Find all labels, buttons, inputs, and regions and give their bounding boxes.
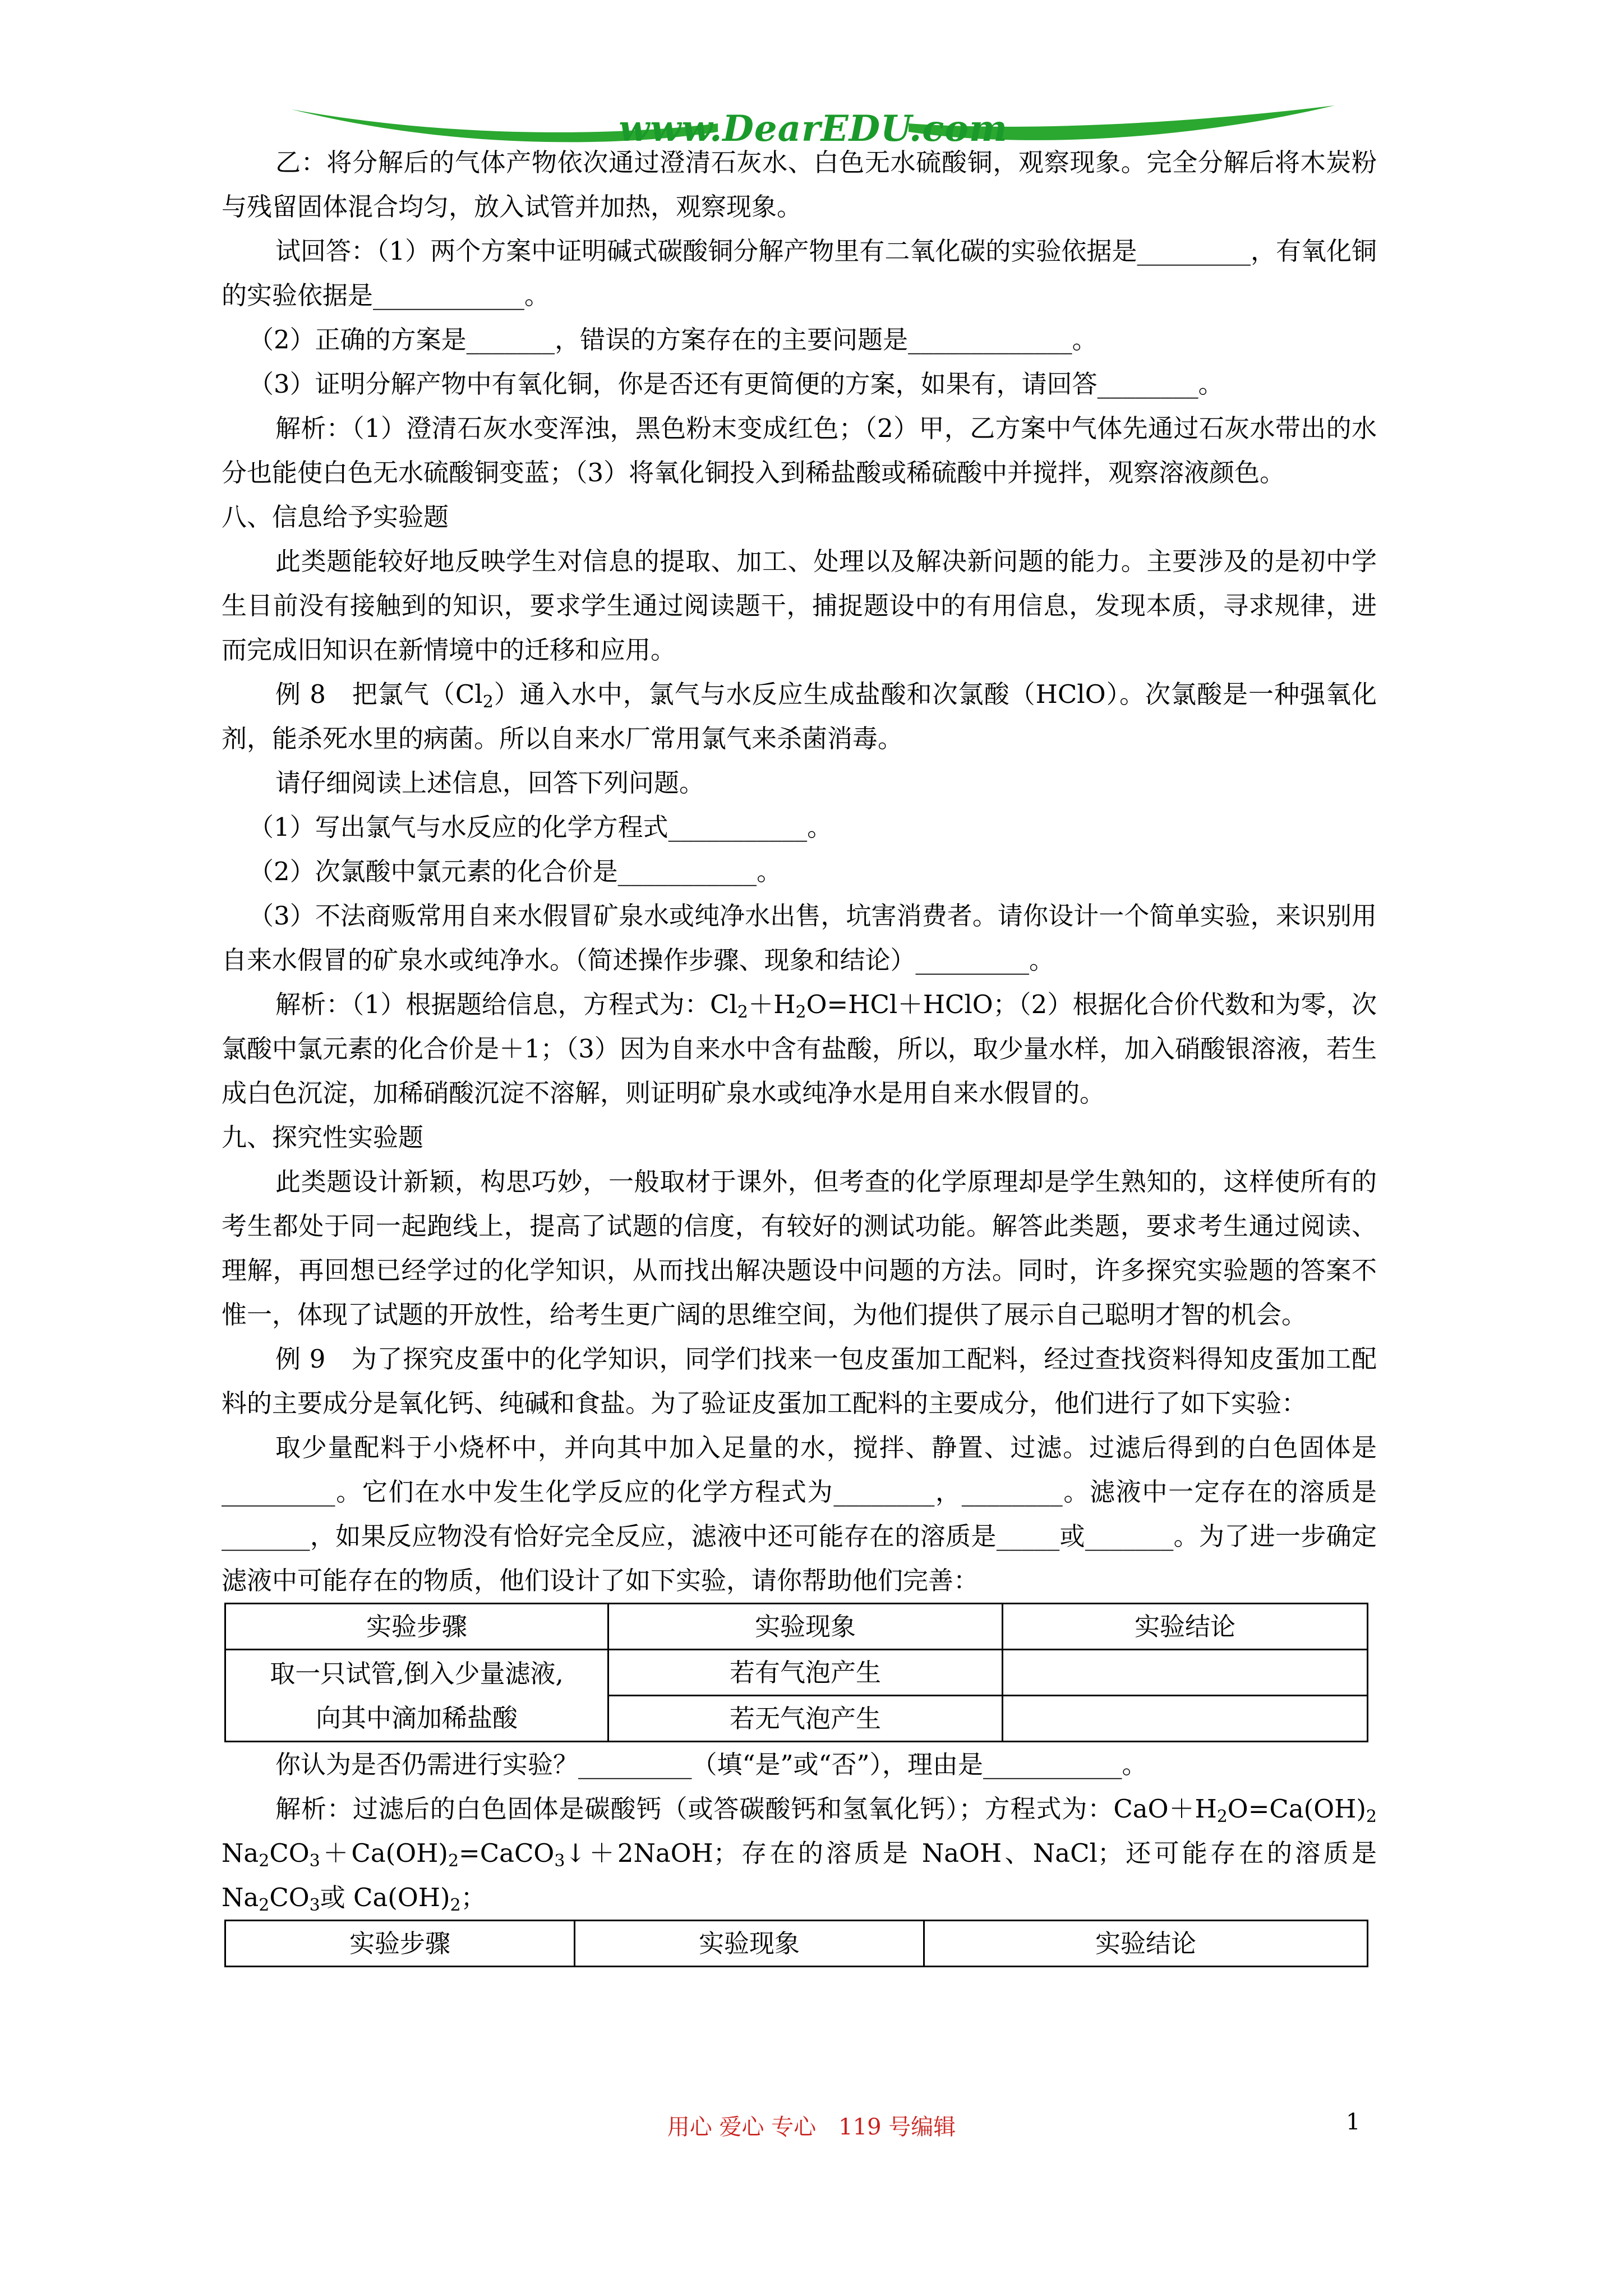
paragraph: 请仔细阅读上述信息，回答下列问题。 bbox=[275, 768, 705, 798]
table-header-cell: 实验结论 bbox=[1003, 1604, 1368, 1650]
subscript: 2 bbox=[482, 692, 494, 712]
text-span: ； bbox=[460, 1883, 486, 1912]
analysis-paragraph: 解析：（1）澄清石灰水变浑浊，黑色粉末变成红色；（2）甲，乙方案中气体先通过石灰水带出的水分也能使白色无水硫酸铜变蓝；（3）将氧化铜投入到稀盐酸或稀硫酸中并搅拌，观察溶液颜色。 bbox=[222, 413, 1377, 487]
example-paragraph bbox=[222, 672, 1377, 761]
question-item: （1）写出氯气与水反应的化学方程式___________。 bbox=[248, 812, 833, 842]
subscript: 2 bbox=[737, 1002, 748, 1022]
table-header-cell: 实验现象 bbox=[575, 1921, 924, 1967]
example-paragraph: 例 9 为了探究皮蛋中的化学知识，同学们找来一包皮蛋加工配料，经过查找资料得知皮蛋加工配料的主要成分是氧化钙、纯碱和食盐。为了验证皮蛋加工配料的主要成分，他们进行了如下实验： bbox=[222, 1344, 1377, 1418]
table-cell-conclusion bbox=[1003, 1696, 1368, 1742]
question-item: （3）证明分解产物中有氧化铜，你是否还有更简便的方案，如果有，请回答________。 bbox=[248, 369, 1224, 399]
question-item: （2）次氯酸中氯元素的化合价是___________。 bbox=[248, 857, 782, 886]
text-span: 或 Ca(OH) bbox=[320, 1883, 450, 1912]
analysis-paragraph bbox=[222, 982, 1377, 1115]
answer-table bbox=[224, 1920, 1368, 1967]
table-header-cell: 实验结论 bbox=[924, 1921, 1368, 1967]
table-header-cell: 实验步骤 bbox=[225, 1604, 608, 1650]
question-item: （3）不法商贩常用自来水假冒矿泉水或纯净水出售，坑害消费者。请你设计一个简单实验，来识别用自来水假冒的矿泉水或纯净水。（简述操作步骤、现象和结论）_________。 bbox=[222, 901, 1377, 975]
subscript: 3 bbox=[309, 1895, 320, 1915]
text-span: ↓＋2NaOH；存在的溶质是 NaOH、NaCl；还可能存在的溶质是 Na bbox=[222, 1838, 1377, 1912]
paragraph: 取少量配料于小烧杯中，并向其中加入足量的水，搅拌、静置、过滤。过滤后得到的白色固体是_________。它们在水中发生化学反应的化学方程式为________，________。滤液中一定存在的溶质是_______，如果反应物没有恰好完全反应，滤液中还可能存在的溶质是_____或_______。为了进一步确定滤液中可能存在的物质，他们设计了如下实验，请你帮助他们完善： bbox=[222, 1433, 1377, 1595]
text-span: =CaCO bbox=[459, 1838, 555, 1868]
text-span: O=HCl＋HClO；（2）根据化合价代数和为零，次氯酸中氯元素的化合价是＋1；（3）因为自来水中含有盐酸，所以，取少量水样，加入硝酸银溶液，若生成白色沉淀，加稀硝酸沉淀不溶解，则证明矿泉水或纯净水是用自来水假冒的。 bbox=[222, 990, 1377, 1108]
table-header-row bbox=[225, 1604, 1368, 1650]
subscript: 2 bbox=[795, 1002, 806, 1022]
cell-text: 向其中滴加稀盐酸 bbox=[315, 1703, 518, 1733]
section-heading: 九、探究性实验题 bbox=[222, 1122, 424, 1152]
document-body bbox=[222, 140, 1377, 1967]
subscript: 3 bbox=[309, 1851, 320, 1871]
subscript: 2 bbox=[1216, 1807, 1228, 1826]
table-cell-step bbox=[225, 1650, 608, 1742]
subscript: 2 bbox=[450, 1895, 461, 1915]
section-heading: 八、信息给予实验题 bbox=[222, 502, 449, 532]
table-cell-observation: 若有气泡产生 bbox=[608, 1650, 1003, 1696]
question-item: （2）正确的方案是_______，错误的方案存在的主要问题是_____________。 bbox=[248, 325, 1098, 355]
table-header-row bbox=[225, 1921, 1368, 1967]
cell-text: 取一只试管,倒入少量滤液, bbox=[270, 1658, 564, 1688]
table-row bbox=[225, 1650, 1368, 1696]
subscript: 2 bbox=[1366, 1807, 1377, 1826]
text-span: Na bbox=[222, 1838, 259, 1868]
analysis-paragraph bbox=[222, 1787, 1377, 1920]
paragraph: 此类题设计新颖，构思巧妙，一般取材于课外，但考查的化学原理却是学生熟知的，这样使所有的考生都处于同一起跑线上，提高了试题的信度，有较好的测试功能。解答此类题，要求考生通过阅读、理解，再回想已经学过的化学知识，从而找出解决题设中问题的方法。同时，许多探究实验题的答案不惟一，体现了试题的开放性，给考生更广阔的思维空间，为他们提供了展示自己聪明才智的机会。 bbox=[222, 1167, 1377, 1329]
subscript: 2 bbox=[259, 1851, 270, 1871]
text-span: ＋H bbox=[748, 990, 796, 1019]
text-span: O=Ca(OH) bbox=[1227, 1794, 1366, 1824]
subscript: 2 bbox=[448, 1851, 459, 1871]
question-paragraph: 你认为是否仍需进行实验？_________（填“是”或“否”），理由是___________。 bbox=[275, 1750, 1147, 1779]
page-footer bbox=[0, 2109, 1623, 2143]
text-span: 解析：过滤后的白色固体是碳酸钙（或答碳酸钙和氢氧化钙）；方程式为：CaO＋H bbox=[275, 1794, 1217, 1824]
table-cell-observation: 若无气泡产生 bbox=[608, 1696, 1003, 1742]
table-cell-conclusion bbox=[1003, 1650, 1368, 1696]
question-paragraph: 试回答：（1）两个方案中证明碱式碳酸铜分解产物里有二氧化碳的实验依据是_________，有氧化铜的实验依据是____________。 bbox=[222, 236, 1377, 310]
experiment-table bbox=[224, 1603, 1368, 1742]
footer-text: 用心 爱心 专心 119 号编辑 bbox=[667, 2114, 956, 2140]
text-span: CO bbox=[269, 1883, 310, 1912]
text-span: 解析：（1）根据题给信息，方程式为：Cl bbox=[275, 990, 737, 1019]
subscript: 3 bbox=[554, 1851, 565, 1871]
site-banner-text: www.DearEDU.com bbox=[619, 108, 1008, 150]
text-span: ）通入水中，氯气与水反应生成盐酸和次氯酸（HClO）。次氯酸是一种强氧化剂，能杀死水里的病菌。所以自来水厂常用氯气来杀菌消毒。 bbox=[222, 679, 1377, 753]
text-span: ＋Ca(OH) bbox=[320, 1838, 448, 1868]
page-number: 1 bbox=[1346, 2109, 1361, 2135]
paragraph: 此类题能较好地反映学生对信息的提取、加工、处理以及解决新问题的能力。主要涉及的是初中学生目前没有接触到的知识，要求学生通过阅读题干，捕捉题设中的有用信息，发现本质，寻求规律，进而完成旧知识在新情境中的迁移和应用。 bbox=[222, 546, 1377, 665]
paragraph: 乙：将分解后的气体产物依次通过澄清石灰水、白色无水硫酸铜，观察现象。完全分解后将木炭粉与残留固体混合均匀，放入试管并加热，观察现象。 bbox=[222, 148, 1377, 222]
table-header-cell: 实验步骤 bbox=[225, 1921, 575, 1967]
subscript: 2 bbox=[259, 1895, 270, 1915]
text-span: 例 8 把氯气（Cl bbox=[275, 679, 483, 709]
table-header-cell: 实验现象 bbox=[608, 1604, 1003, 1650]
text-span: CO bbox=[269, 1838, 310, 1868]
